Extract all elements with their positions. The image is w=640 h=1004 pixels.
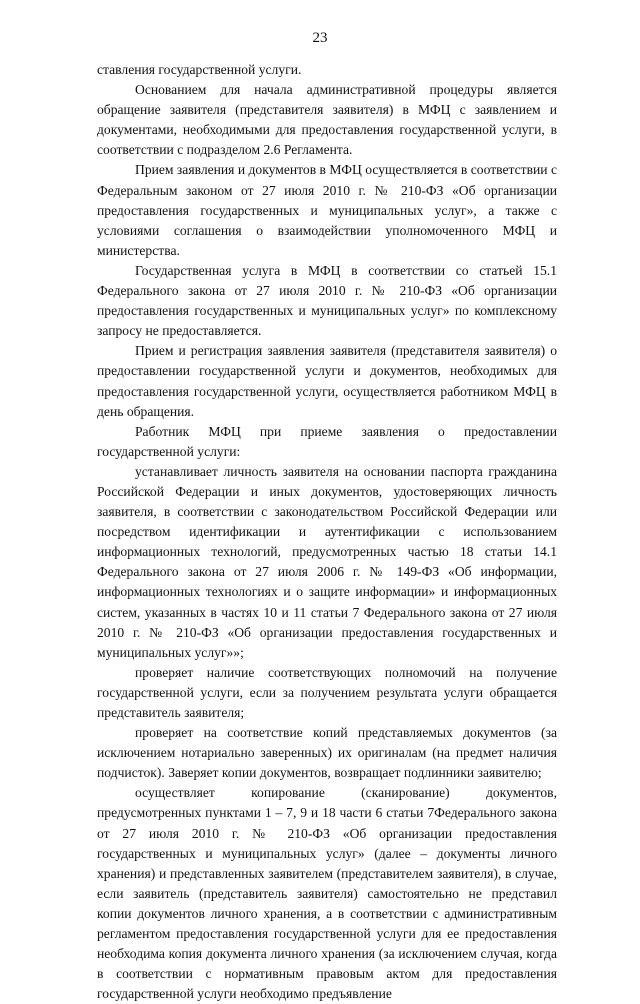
paragraph-3: Прием заявления и документов в МФЦ осуществляется в соответствии с Федеральным законом от 27 июля 2010 г. № 210-ФЗ «Об организации предоставления государственных и муниципальных услуг», а также с условиями соглашения о взаимодействии уполномоченного МФЦ и министерства. <box>97 162 557 258</box>
document-body <box>97 60 557 1004</box>
paragraph-10: осуществляет копирование (сканирование) документов, предусмотренных пунктами 1 – 7, 9 и 18 части 6 статьи 7Федерального закона от 27 июля 2010 г. № 210-ФЗ «Об организации предоставления государственных и муниципальных услуг» (далее – документы личного хранения) и представленных заявителем (представителем заявителя), в случае, если заявитель (представитель заявителя) самостоятельно не представил копии документов личного хранения, а в соответствии с административным регламентом предоставления государственной услуги для ее предоставления необходима копия документа личного хранения (за исключением случая, когда в соответствии с нормативным правовым актом для предоставления государственной услуги необходимо предъявление <box>97 785 557 1002</box>
paragraph-8: проверяет наличие соответствующих полномочий на получение государственной услуги, если за получением результата услуги обращается представитель заявителя; <box>97 664 557 720</box>
paragraph-5: Прием и регистрация заявления заявителя (представителя заявителя) о предоставлении государственной услуги и документов, необходимых для предоставления государственной услуги, осуществляется работником МФЦ в день обращения. <box>97 343 557 419</box>
paragraph-7: устанавливает личность заявителя на основании паспорта гражданина Российской Федерации и иных документов, удостоверяющих личность заявителя, в соответствии с законодательством Российской Федерации или посредством идентификации и аутентификации с использованием информационных технологий, предусмотренных частью 18 статьи 14.1 Федерального закона от 27 июля 2006 г. № 149-ФЗ «Об информации, информационных технологиях и о защите информации» и информационных систем, указанных в частях 10 и 11 статьи 7 Федерального закона от 27 июля 2010 г. № 210-ФЗ «Об организации предоставления государственных и муниципальных услуг»»; <box>97 463 557 660</box>
paragraph-2: Основанием для начала административной процедуры является обращение заявителя (представителя заявителя) в МФЦ с заявлением и документами, необходимыми для предоставления государственной услуги, в соответствии с подразделом 2.6 Регламента. <box>97 82 557 158</box>
paragraph-6: Работник МФЦ при приеме заявления о предоставлении государственной услуги: <box>97 423 557 459</box>
paragraph-9: проверяет на соответствие копий представляемых документов (за исключением нотариально заверенных) их оригиналам (на предмет наличия подчисток). Заверяет копии документов, возвращает подлинники заявителю; <box>97 725 557 781</box>
page-number: 23 <box>312 30 328 46</box>
paragraph-4: Государственная услуга в МФЦ в соответствии со статьей 15.1 Федерального закона от 27 июля 2010 г. № 210-ФЗ «Об организации предоставления государственных и муниципальных услуг» по комплексному запросу не предоставляется. <box>97 262 557 339</box>
paragraph-1: ставления государственной услуги. <box>97 62 302 77</box>
